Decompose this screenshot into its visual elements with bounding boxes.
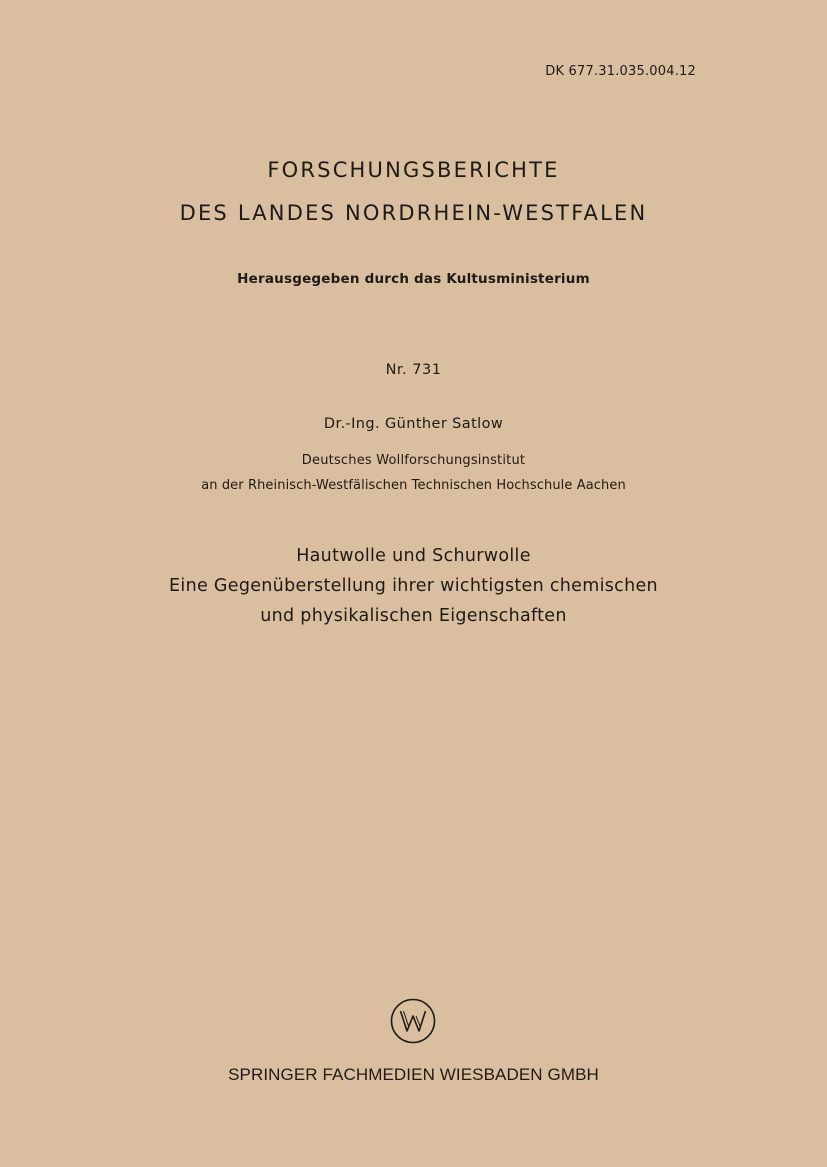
issue-number: Nr. 731: [385, 362, 442, 378]
dk-classification-code: DK 677.31.035.004.12: [545, 64, 696, 79]
publisher-name: SPRINGER FACHMEDIEN WIESBADEN GMBH: [228, 1065, 599, 1084]
book-title-line-1: Hautwolle und Schurwolle: [296, 546, 531, 566]
book-title-line-2: Eine Gegenüberstellung ihrer wichtigsten chemischen: [169, 576, 658, 596]
author-name: Dr.-Ing. Günther Satlow: [323, 416, 504, 432]
springer-w-logo-icon: [389, 997, 437, 1045]
series-editor: Herausgegeben durch das Kultusministerium: [237, 271, 590, 287]
author-institute-line-2: an der Rheinisch-Westfälischen Technischen Hochschule Aachen: [201, 478, 626, 493]
book-title-line-3: und physikalischen Eigenschaften: [260, 606, 567, 626]
series-title-line-1: FORSCHUNGSBERICHTE: [267, 158, 560, 182]
series-title-line-2: DES LANDES NORDRHEIN-WESTFALEN: [179, 201, 648, 225]
author-institute-line-1: Deutsches Wollforschungsinstitut: [301, 453, 526, 468]
